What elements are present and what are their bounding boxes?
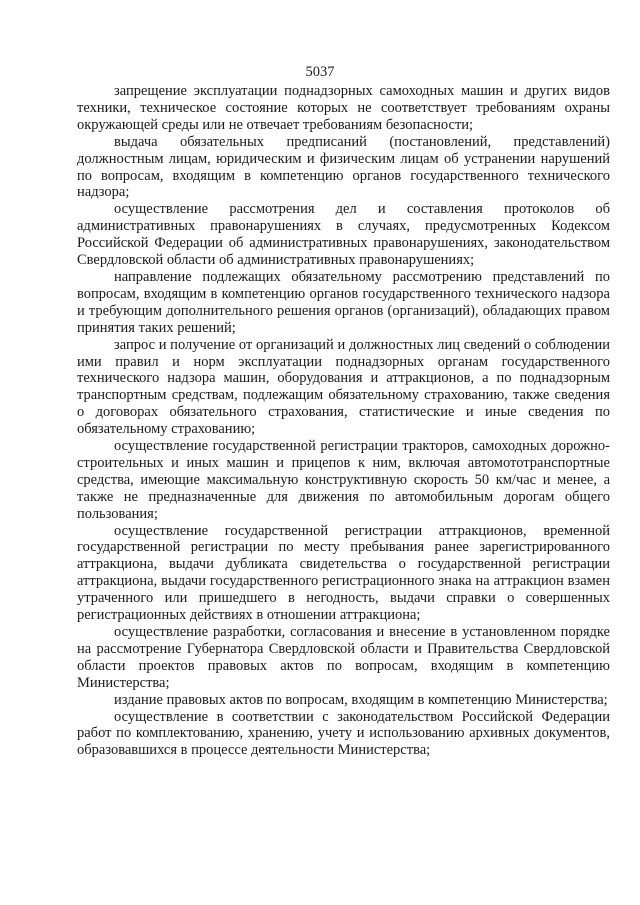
paragraph-archives: осуществление в соответствии с законодательством Российской Федерации работ по комплектованию, хранению, учету и использованию архивных документов, образовавшихся в процессе деятельности Министерства; [77, 708, 610, 759]
paragraph-information-requests: запрос и получение от организаций и должностных лиц сведений о соблюдении ими правил и норм эксплуатации поднадзорных органам государственного технического надзора машин, оборудования и аттракционов, а по поднадзорным транспортным средствам, подлежащим обязательному страхованию, также сведения о договорах обязательного страхования, статистические и иные сведения по обязательному страхованию; [77, 336, 610, 438]
paragraph-legal-acts-drafting: осуществление разработки, согласования и внесение в установленном порядке на рассмотрение Губернатора Свердловской области и Правительства Свердловской области проектов правовых актов по вопросам, входящим в компетенцию Министерства; [77, 624, 610, 691]
paragraph-legal-acts-issuing: издание правовых актов по вопросам, входящим в компетенцию Министерства; [114, 691, 608, 708]
paragraph-submissions: направление подлежащих обязательному рассмотрению представлений по вопросам, входящим в компетенцию органов государственного технического надзора и требующим дополнительного решения органов (организаций), обладающих правом принятия таких решений; [77, 268, 610, 336]
paragraph-attraction-registration: осуществление государственной регистрации аттракционов, временной государственной регистрации по месту пребывания ранее зарегистрированного аттракциона, выдачи дубликата свидетельства о государственной регистрации аттракциона, выдачи государственного регистрационного знака на аттракцион взамен утраченного или пришедшего в негодность, выдачи справки о совершенных регистрационных действиях в отношении аттракциона; [77, 522, 610, 624]
page-number: 5037 [305, 64, 335, 80]
paragraph-operation-ban: запрещение эксплуатации поднадзорных самоходных машин и других видов техники, техническое состояние которых не соответствует требованиям охраны окружающей среды или не отвечает требованиям безопасности; [77, 83, 610, 133]
document-body [77, 83, 610, 759]
paragraph-administrative-cases: осуществление рассмотрения дел и составления протоколов об административных правонарушениях в случаях, предусмотренных Кодексом Российской Федерации об административных правонарушениях, законодательством Свердловской области об административных правонарушениях; [77, 201, 610, 269]
paragraph-vehicle-registration: осуществление государственной регистрации тракторов, самоходных дорожно-строительных и иных машин и прицепов к ним, включая автомототранспортные средства, имеющие максимальную конструктивную скорость 50 км/час и менее, а также не предназначенные для движения по автомобильным дорогам общего пользования; [77, 438, 610, 522]
paragraph-issuing-orders: выдача обязательных предписаний (постановлений, представлений) должностным лицам, юридическим и физическим лицам об устранении нарушений по вопросам, входящим в компетенцию органов государственного технического надзора; [77, 133, 610, 201]
